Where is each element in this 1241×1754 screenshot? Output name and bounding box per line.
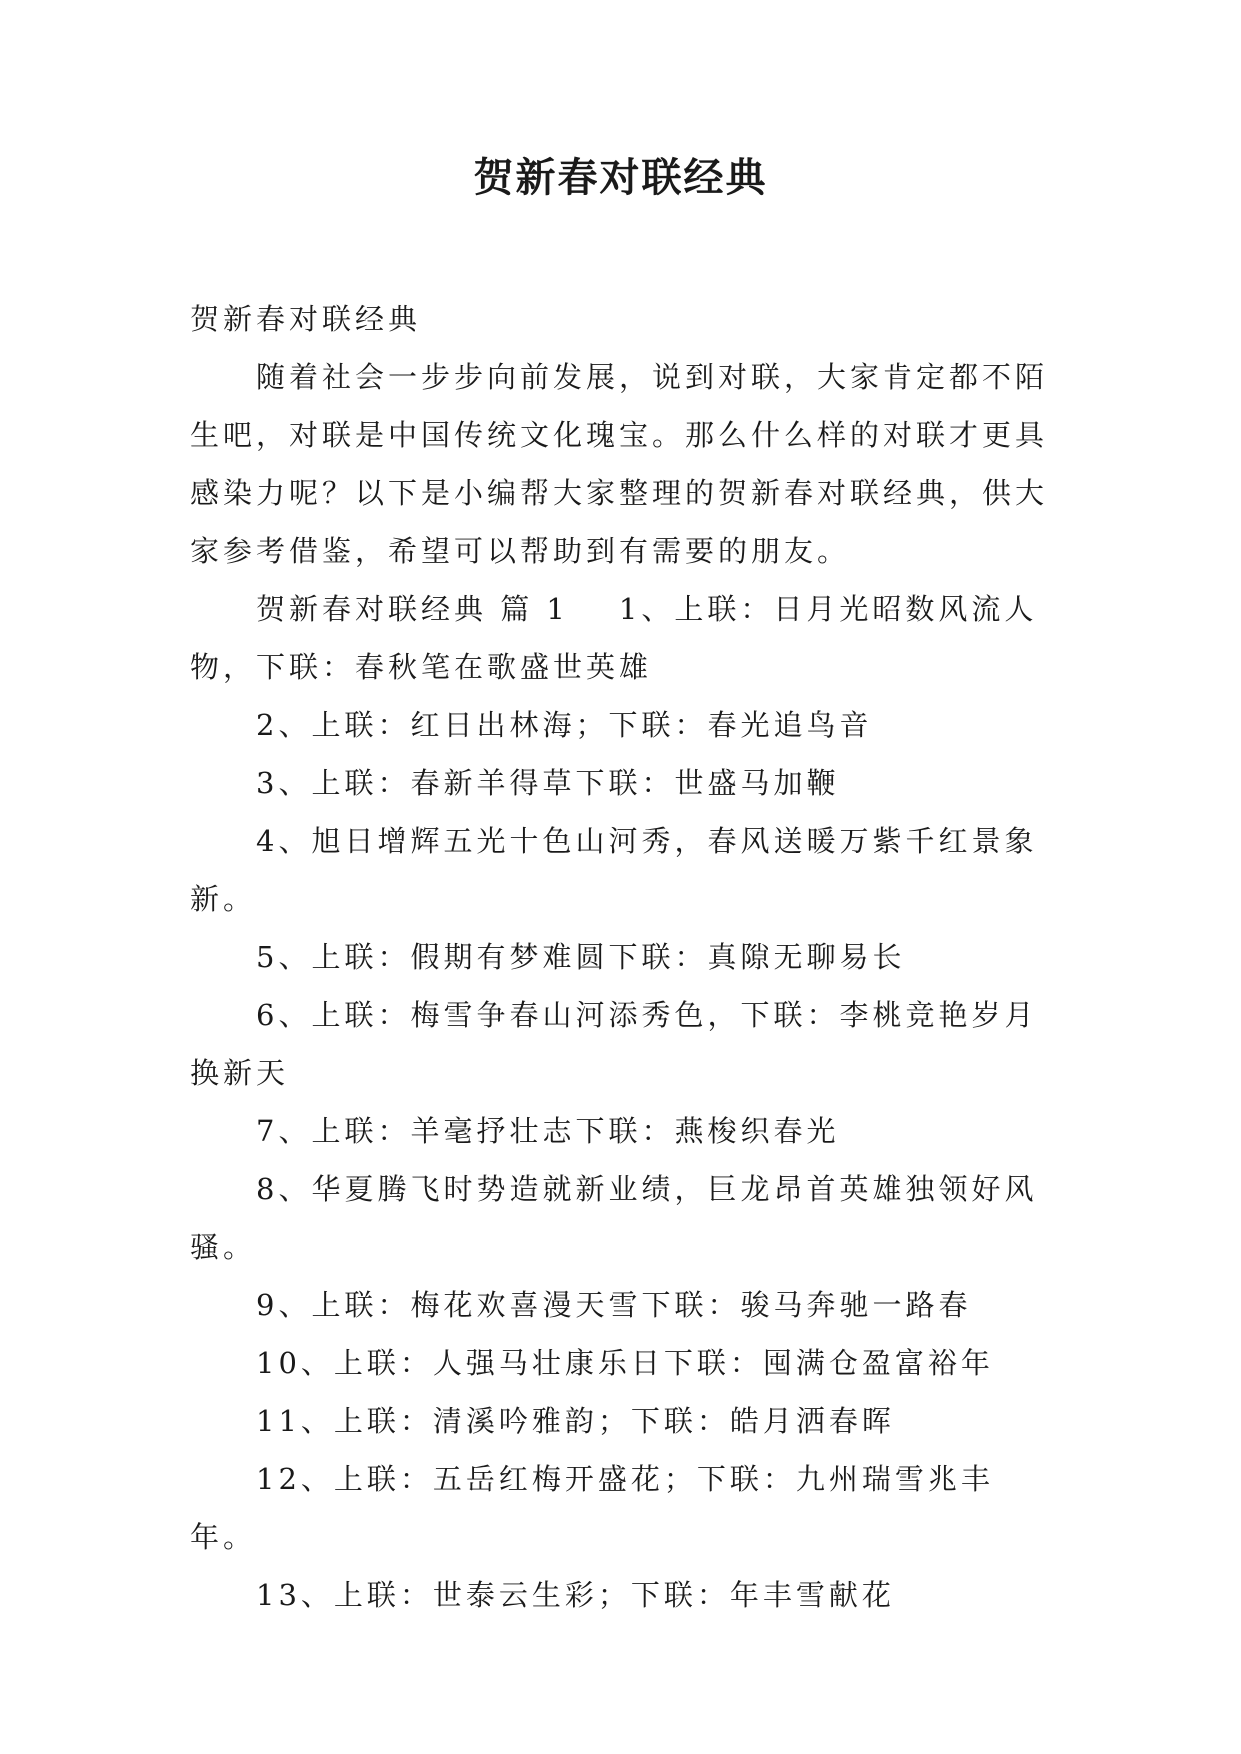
couplet-item: 6、上联：梅雪争春山河添秀色，下联：李桃竞艳岁月换新天	[190, 998, 1038, 1090]
intro-paragraph: 随着社会一步步向前发展，说到对联，大家肯定都不陌生吧，对联是中国传统文化瑰宝。那么什么样的对联才更具感染力呢？以下是小编帮大家整理的贺新春对联经典，供大家参考借鉴，希望可以帮助到有需要的朋友。	[190, 360, 1049, 568]
couplet-item: 13、上联：世泰云生彩；下联：年丰雪献花	[256, 1578, 895, 1612]
couplet-item: 12、上联：五岳红梅开盛花；下联：九州瑞雪兆丰年。	[190, 1462, 994, 1554]
couplet-item: 11、上联：清溪吟雅韵；下联：皓月洒春晖	[256, 1404, 895, 1438]
couplet-item: 5、上联：假期有梦难圆下联：真隙无聊易长	[256, 940, 906, 974]
couplet-item: 4、旭日增辉五光十色山河秀，春风送暖万紫千红景象新。	[190, 824, 1038, 916]
document-title: 贺新春对联经典	[473, 155, 768, 201]
couplet-item: 10、上联：人强马壮康乐日下联：囤满仓盈富裕年	[256, 1346, 994, 1380]
couplet-item: 9、上联：梅花欢喜漫天雪下联：骏马奔驰一路春	[256, 1288, 972, 1322]
couplet-item: 3、上联：春新羊得草下联：世盛马加鞭	[256, 766, 840, 800]
section-first-paragraph	[190, 580, 1050, 696]
subtitle: 贺新春对联经典	[190, 302, 422, 336]
document-body	[190, 290, 1050, 1624]
couplet-item: 1、上联：日月光昭数风流人物，下联：春秋笔在歌盛世英雄	[190, 592, 1038, 684]
section-heading: 贺新春对联经典 篇 1	[256, 592, 569, 626]
couplet-item: 8、华夏腾飞时势造就新业绩，巨龙昂首英雄独领好风骚。	[190, 1172, 1038, 1264]
couplet-item: 2、上联：红日出林海；下联：春光追鸟音	[256, 708, 873, 742]
couplet-item: 7、上联：羊毫抒壮志下联：燕梭织春光	[256, 1114, 840, 1148]
